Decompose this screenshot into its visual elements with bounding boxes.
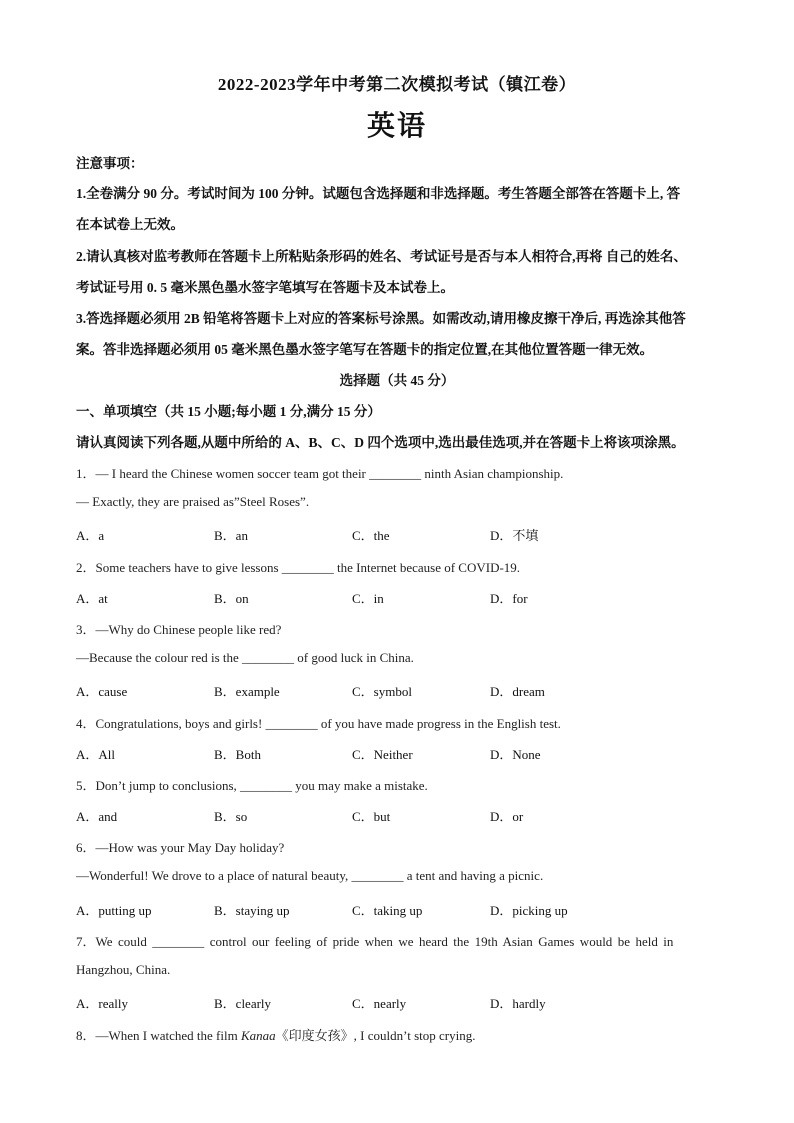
question-5-stem: 5．Don’t jump to conclusions, ________ you may make a mistake. <box>76 778 428 793</box>
question-1-stem: 1．— I heard the Chinese women soccer team got their ________ ninth Asian championship. <box>76 466 564 481</box>
option-d[interactable]: D．None <box>490 747 541 762</box>
question-8-stem-start: 8．—When I watched the film <box>76 1028 241 1043</box>
question-7-options <box>76 993 718 1011</box>
notes-line-1: 1.全卷满分 90 分。考试时间为 100 分钟。试题包含选择题和非选择题。考生答题全部答在答题卡上, 答 <box>76 186 681 201</box>
question-7-stem-continued: Hangzhou, China. <box>76 962 171 977</box>
question-3-stem: 3．—Why do Chinese people like red? <box>76 622 282 637</box>
question-1-reply: — Exactly, they are praised as”Steel Roses”. <box>76 494 310 509</box>
question-6-options <box>76 900 718 918</box>
option-d[interactable]: D．for <box>490 591 528 606</box>
question-4-options <box>76 744 718 762</box>
option-b[interactable]: B．on <box>214 591 249 606</box>
option-b[interactable]: B．so <box>214 809 248 824</box>
question-3-reply: —Because the colour red is the ________ of good luck in China. <box>76 650 414 665</box>
option-c[interactable]: C．taking up <box>352 903 423 918</box>
question-6-reply: —Wonderful! We drove to a place of natural beauty, ________ a tent and having a picnic. <box>76 868 544 883</box>
question-1-options <box>76 525 718 543</box>
subject-title: 英语 <box>366 111 427 142</box>
option-b[interactable]: B．an <box>214 528 248 543</box>
option-b[interactable]: B．staying up <box>214 903 290 918</box>
part-title: 一、单项填空（共 15 小题;每小题 1 分,满分 15 分） <box>76 404 381 419</box>
option-c[interactable]: C．the <box>352 528 390 543</box>
question-2-options <box>76 588 718 606</box>
notes-line-4: 考试证号用 0. 5 毫米黑色墨水签字笔填写在答题卡及本试卷上。 <box>76 280 454 295</box>
question-3-options <box>76 681 718 699</box>
option-a[interactable]: A．and <box>76 809 118 824</box>
part-instruction: 请认真阅读下列各题,从题中所给的 A、B、C、D 四个选项中,选出最佳选项,并在答题卡上将该项涂黑。 <box>76 435 685 450</box>
option-c[interactable]: C．nearly <box>352 996 407 1011</box>
question-2-stem: 2．Some teachers have to give lessons ________ the Internet because of COVID-19. <box>76 560 521 575</box>
question-5-options <box>76 806 718 824</box>
notes-line-6: 案。答非选择题必须用 05 毫米黑色墨水签字笔写在答题卡的指定位置,在其他位置答题一律无效。 <box>76 342 654 357</box>
option-a[interactable]: A．at <box>76 591 108 606</box>
option-b[interactable]: B．clearly <box>214 996 272 1011</box>
notes-line-5: 3.答选择题必须用 2B 铅笔将答题卡上对应的答案标号涂黑。如需改动,请用橡皮擦干净后, 再选涂其他答 <box>76 311 686 326</box>
option-a[interactable]: A．really <box>76 996 128 1011</box>
option-c[interactable]: C．in <box>352 591 384 606</box>
film-title: Kanaa <box>240 1028 276 1043</box>
question-4-stem: 4．Congratulations, boys and girls! ________ of you have made progress in the English test. <box>76 716 561 731</box>
option-d[interactable]: D．hardly <box>490 996 546 1011</box>
option-a[interactable]: A．putting up <box>76 903 152 918</box>
question-7-stem: 7．We could ________ control our feeling of pride when we heard the 19th Asian Games would be held in <box>76 934 674 949</box>
option-a[interactable]: A．a <box>76 528 105 543</box>
question-8-stem-end: 《印度女孩》, I couldn’t stop crying. <box>275 1028 476 1043</box>
notes-line-2: 在本试卷上无效。 <box>76 217 184 232</box>
notes-heading: 注意事项： <box>76 156 144 171</box>
question-6-stem: 6．—How was your May Day holiday? <box>76 840 285 855</box>
exam-title: 2022-2023学年中考第二次模拟考试（镇江卷） <box>217 75 577 94</box>
option-d[interactable]: D．picking up <box>490 903 568 918</box>
option-d[interactable]: D．不填 <box>490 528 539 543</box>
question-8-stem <box>76 1025 475 1044</box>
option-c[interactable]: C．symbol <box>352 684 412 699</box>
option-c[interactable]: C．Neither <box>352 747 413 762</box>
notes-line-3: 2.请认真核对监考教师在答题卡上所粘贴条形码的姓名、考试证号是否与本人相符合,再将 自己的姓名、 <box>76 249 687 264</box>
option-d[interactable]: D．dream <box>490 684 545 699</box>
option-a[interactable]: A．cause <box>76 684 128 699</box>
option-c[interactable]: C．but <box>352 809 391 824</box>
option-b[interactable]: B．Both <box>214 747 261 762</box>
option-b[interactable]: B．example <box>214 684 280 699</box>
option-d[interactable]: D．or <box>490 809 524 824</box>
option-a[interactable]: A．All <box>76 747 116 762</box>
section-title: 选择题（共 45 分） <box>339 373 455 388</box>
